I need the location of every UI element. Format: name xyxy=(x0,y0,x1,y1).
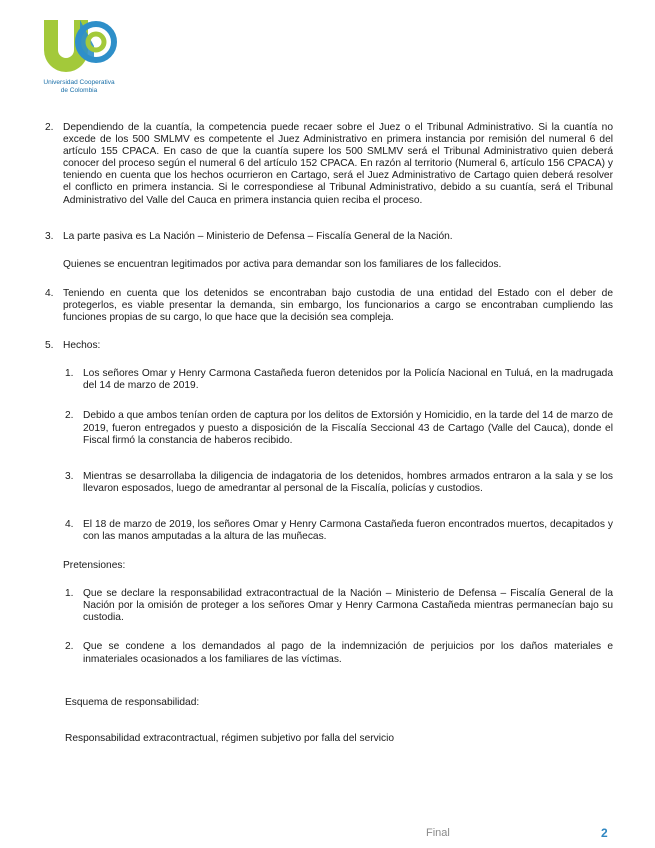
hecho-text: El 18 de marzo de 2019, los señores Omar y Henry Carmona Castañeda fueron encontrados muertos, decapitados y con las manos amputadas a la altura de las muñecas. xyxy=(83,518,613,542)
item-text: Teniendo en cuenta que los detenidos se encontraban bajo custodia de una entidad del Estado con el deber de protegerlos, es viable presentar la demanda, sin embargo, los funcionarios a cargo se encontraban cumpliendo las funciones propias de su cargo, lo que hace que la decisión sea compleja. xyxy=(63,287,613,324)
item-text: Quienes se encuentran legitimados por activa para demandar son los familiares de los fallecidos. xyxy=(63,258,502,270)
page-number: 2 xyxy=(601,826,608,840)
esquema-text: Responsabilidad extracontractual, régimen subjetivo por falla del servicio xyxy=(65,732,395,744)
hecho-text: Debido a que ambos tenían orden de captura por los delitos de Extorsión y Homicidio, en la tarde del 14 de marzo de 2019, fueron entregados y puesto a disposición de la Fiscalía Seccional 43 de Cartago (Valle del Cauca), donde el Fiscal firmó la constancia de haberos recibido. xyxy=(83,410,613,446)
hecho-number: 3. xyxy=(65,470,74,482)
esquema-title: Esquema de responsabilidad: xyxy=(65,696,200,708)
item-number xyxy=(45,259,63,271)
list-item xyxy=(45,288,613,324)
pretension-text: Que se condene a los demandados al pago de la indemnización de perjuicios por los daños materiales e inmateriales ocasionados a los familiares de las víctimas. xyxy=(83,641,613,665)
list-item xyxy=(45,340,613,352)
hecho-number: 4. xyxy=(65,518,74,530)
pretension-number: 2. xyxy=(65,641,74,653)
hecho-item xyxy=(65,368,613,392)
pretension-item xyxy=(65,588,613,624)
pretensiones-title: Pretensiones: xyxy=(63,560,126,572)
pretension-item xyxy=(65,641,613,665)
item-number: 4. xyxy=(45,287,54,299)
list-item xyxy=(45,259,613,271)
item-text: Hechos: xyxy=(63,340,101,352)
item-number: 3. xyxy=(45,230,54,242)
institution-name-line2: de Colombia xyxy=(60,86,98,94)
hecho-item xyxy=(65,519,613,543)
item-text: Dependiendo de la cuantía, la competencia puede recaer sobre el Juez o el Tribunal Administrativo. Si la cuantía no excede de los 500 SMLMV es competente el Juez Administrativo en primera instancia por remisión del numeral 6 del artículo 155 CPACA. En caso de que la cuantía supere los 500 SMLMV será el Tribunal Administrativo quien deberá conocer del proceso según el numeral 6 del artículo 152 CPACA. En razón al territorio (Numeral 6, artículo 156 CPACA) y teniendo en cuenta que los hechos ocurrieron en Cartago, será el Juez Administrativo de Cartago quien deberá resolver el conflicto en primera instancia. Si le correspondiese al Tribunal Administrativo, debido a su cuantía, será el Tribunal Administrativo del Valle del Cauca en primera instancia quien reciba el proceso. xyxy=(63,122,613,206)
institution-name-line1: Universidad Cooperativa xyxy=(43,79,115,86)
item-text: La parte pasiva es La Nación – Ministerio de Defensa – Fiscalía General de la Nación. xyxy=(63,230,453,242)
document-body xyxy=(45,122,613,745)
pretension-text: Que se declare la responsabilidad extracontractual de la Nación – Ministerio de Defensa – Fiscalía General de la Nación por la omisión de proteger a los señores Omar y Henry Carmona Castañeda mientras permanecían bajo su custodia. xyxy=(83,588,613,624)
list-item xyxy=(45,231,613,243)
hecho-text: Mientras se desarrollaba la diligencia de indagatoria de los detenidos, hombres armados entraron a la sala y se los llevaron esposados, luego de amedrantar al personal de la Fiscalía, policías y custodios. xyxy=(83,470,613,494)
hecho-number: 2. xyxy=(65,410,74,422)
hecho-text: Los señores Omar y Henry Carmona Castañeda fueron detenidos por la Policía Nacional en Tuluá, en la madrugada del 14 de marzo de 2019. xyxy=(83,368,613,392)
item-number: 5. xyxy=(45,340,54,352)
hecho-item xyxy=(65,410,613,446)
list-item xyxy=(45,122,613,207)
item-number: 2. xyxy=(45,122,54,133)
hecho-item xyxy=(65,471,613,495)
footer-label: Final xyxy=(426,827,450,839)
hecho-number: 1. xyxy=(65,368,74,380)
pretension-number: 1. xyxy=(65,588,74,600)
logo-caption xyxy=(34,79,124,94)
